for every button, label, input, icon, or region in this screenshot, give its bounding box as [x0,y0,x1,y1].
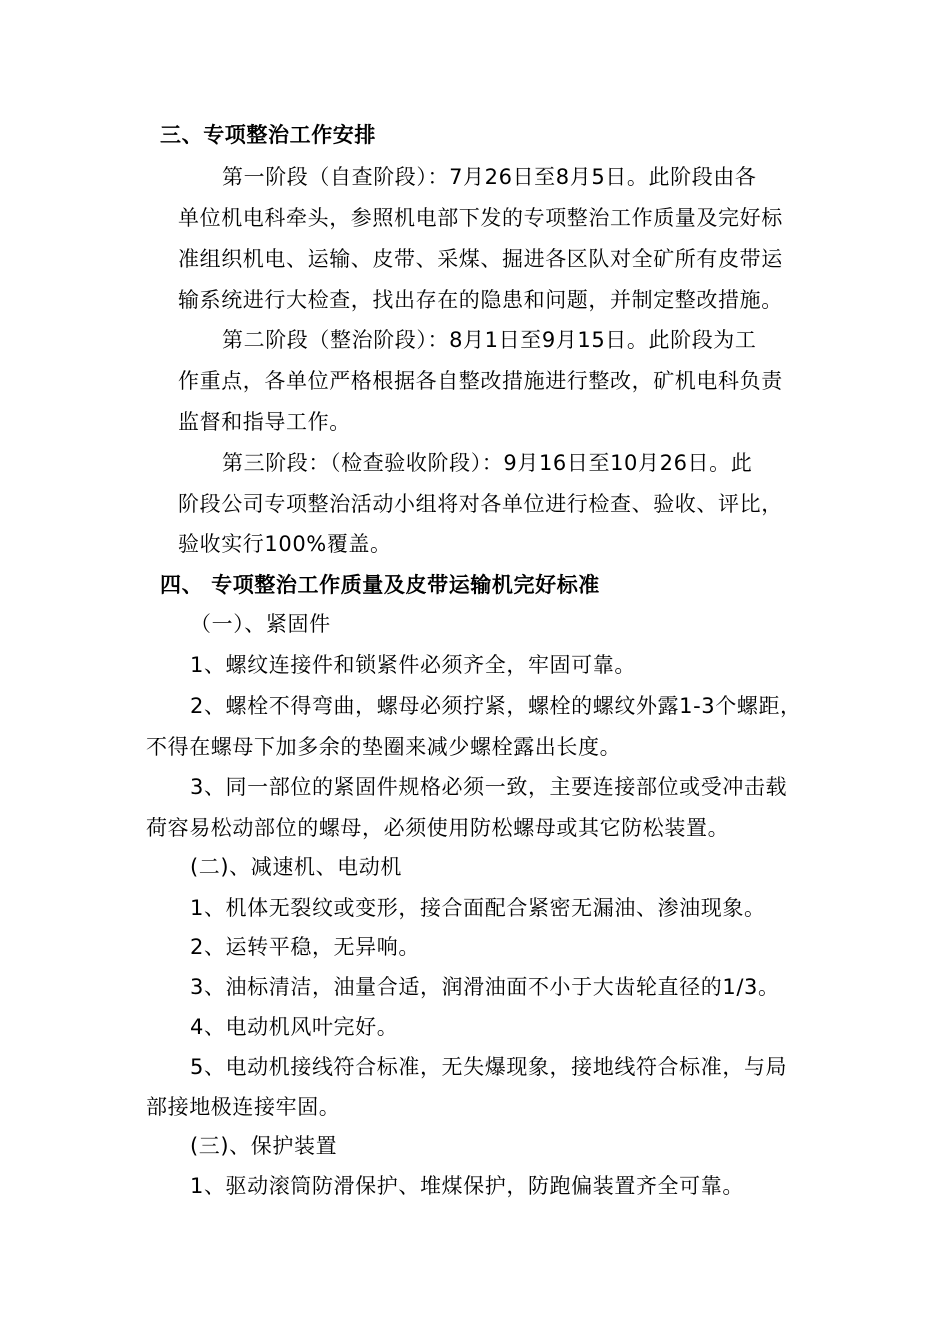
list-item: 1、驱动滚筒防滑保护、堆煤保护，防跑偏装置齐全可靠。 [190,1174,744,1198]
stage-3-line: 阶段公司专项整治活动小组将对各单位进行检查、验收、评比， [178,492,783,516]
list-item: 1、螺纹连接件和锁紧件必须齐全，牢固可靠。 [190,653,636,677]
subsection-fasteners-title: （一）、紧固件 [190,612,331,636]
section-4-heading: 四、 专项整治工作质量及皮带运输机完好标准 [160,573,600,597]
subsection-protection-title: (三)、保护装置 [190,1134,338,1158]
list-item: 5、电动机接线符合标准，无失爆现象，接地线符合标准，与局 [190,1055,788,1079]
stage-2-line: 第二阶段（整治阶段）：8月1日至9月15日。此阶段为工 [222,328,757,352]
stage-3-line: 第三阶段：（检查验收阶段）：9月16日至10月26日。此 [222,451,753,475]
section-3-heading: 三、专项整治工作安排 [160,123,376,147]
list-item: 1、机体无裂纹或变形，接合面配合紧密无漏油、渗油现象。 [190,896,766,920]
stage-2-line: 监督和指导工作。 [178,410,351,434]
list-item-continuation: 荷容易松动部位的螺母，必须使用防松螺母或其它防松装置。 [146,816,730,840]
stage-1-line: 单位机电科牵头，参照机电部下发的专项整治工作质量及完好标 [178,206,783,230]
list-item: 2、螺栓不得弯曲，螺母必须拧紧，螺栓的螺纹外露1-3个螺距， [190,694,802,718]
list-item: 3、油标清洁，油量合适，润滑油面不小于大齿轮直径的1/3。 [190,975,780,999]
list-item-continuation: 部接地极连接牢固。 [146,1095,341,1119]
stage-1-line: 准组织机电、运输、皮带、采煤、掘进各区队对全矿所有皮带运 [178,247,783,271]
stage-1-line: 第一阶段（自查阶段）：7月26日至8月5日。此阶段由各 [222,165,757,189]
subsection-reducer-title: (二)、减速机、电动机 [190,855,402,879]
list-item: 2、运转平稳，无异响。 [190,935,420,959]
stage-1-line: 输系统进行大检查，找出存在的隐患和问题，并制定整改措施。 [178,288,783,312]
list-item: 3、同一部位的紧固件规格必须一致，主要连接部位或受冲击载 [190,775,788,799]
stage-2-line: 作重点，各单位严格根据各自整改措施进行整改，矿机电科负责 [178,369,783,393]
stage-3-line: 验收实行100%覆盖。 [178,532,392,556]
list-item: 4、电动机风叶完好。 [190,1015,399,1039]
list-item-continuation: 不得在螺母下加多余的垫圈来减少螺栓露出长度。 [146,735,622,759]
